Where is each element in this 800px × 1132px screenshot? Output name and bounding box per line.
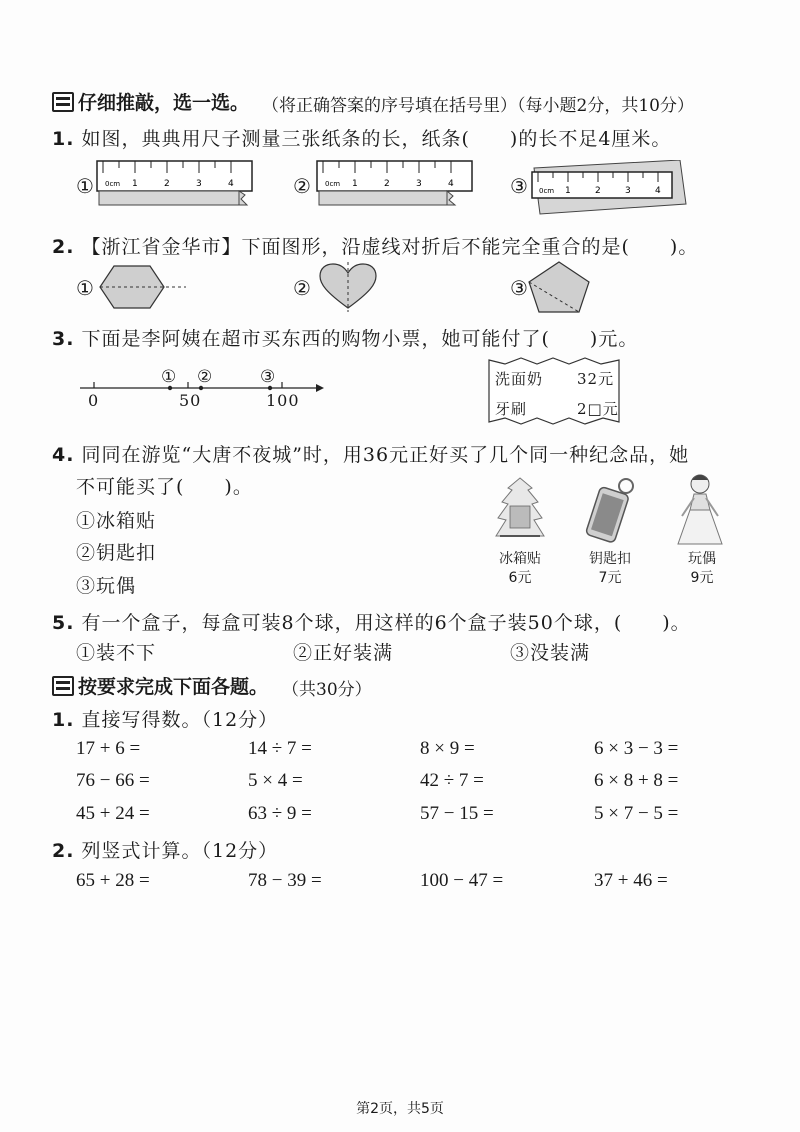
- keychain-image: [578, 476, 640, 548]
- section-icon: [52, 92, 74, 112]
- calc-item: 42 ÷ 7 =: [420, 770, 484, 791]
- s2q1-text: 直接写得数。（12分）: [81, 709, 279, 731]
- q4-text-2: 不可能买了( )。: [76, 476, 253, 498]
- q4-option-1: ①冰箱贴: [76, 510, 157, 532]
- q4-line-1: [52, 440, 689, 467]
- receipt-item-1: 洗面奶: [495, 370, 544, 388]
- receipt-price-2: 2□元: [577, 400, 619, 418]
- vertical-calc-item: 100 − 47 =: [420, 870, 504, 891]
- calc-item: 76 − 66 =: [76, 770, 150, 791]
- calc-item: 6 × 8 + 8 =: [594, 770, 679, 791]
- pentagon-shape: [527, 260, 592, 315]
- section-icon: [52, 676, 74, 696]
- q5-line: [52, 608, 691, 635]
- q5-option-3: ③没装满: [510, 642, 591, 664]
- svg-text:0cm: 0cm: [539, 187, 555, 195]
- section2-note: （共30分）: [282, 680, 372, 700]
- q2-number: 2.: [52, 236, 75, 258]
- s2q2-text: 列竖式计算。（12分）: [81, 840, 279, 862]
- q2-option-3: ③: [510, 276, 529, 300]
- svg-text:0cm: 0cm: [105, 180, 121, 188]
- q1-number: 1.: [52, 128, 75, 150]
- section2-title: 按要求完成下面各题。: [78, 676, 269, 698]
- page-footer: 第2页，共5页: [356, 1101, 444, 1117]
- s2q2-number: 2.: [52, 840, 75, 862]
- product-name-1: 冰箱贴: [499, 551, 541, 567]
- receipt-item-2: 牙刷: [495, 400, 528, 418]
- q1-option-3: ③: [510, 174, 529, 198]
- svg-text:3: 3: [196, 179, 202, 189]
- q4-number: 4.: [52, 444, 75, 466]
- svg-text:1: 1: [352, 179, 358, 189]
- q5-option-2: ②正好装满: [293, 642, 394, 664]
- product-price-2: 7元: [598, 570, 622, 586]
- svg-text:2: 2: [384, 179, 390, 189]
- svg-text:2: 2: [164, 179, 170, 189]
- ruler-figure-2: [315, 155, 485, 215]
- product-price-1: 6元: [508, 570, 532, 586]
- doll-image: [672, 470, 728, 548]
- svg-text:0cm: 0cm: [325, 180, 341, 188]
- s2q1-number: 1.: [52, 709, 75, 731]
- numberline-label-100: 100: [266, 391, 300, 410]
- vertical-calc-item: 65 + 28 =: [76, 870, 150, 891]
- q3-number: 3.: [52, 328, 75, 350]
- q1-line: [52, 124, 671, 151]
- svg-text:1: 1: [565, 186, 571, 196]
- receipt-price-1: 32元: [577, 370, 615, 388]
- calc-item: 5 × 4 =: [248, 770, 303, 791]
- q2-line: [52, 232, 698, 259]
- q2-option-2: ②: [293, 276, 312, 300]
- numberline-mark-3: ③: [260, 367, 277, 387]
- calc-item: 45 + 24 =: [76, 803, 150, 824]
- q1-option-1: ①: [76, 174, 95, 198]
- hexagon-shape: [98, 262, 188, 312]
- calc-item: 14 ÷ 7 =: [248, 738, 312, 759]
- product-name-2: 钥匙扣: [589, 551, 631, 567]
- calc-item: 5 × 7 − 5 =: [594, 803, 679, 824]
- q5-number: 5.: [52, 612, 75, 634]
- numberline-label-0: 0: [88, 391, 100, 410]
- q2-text: 【浙江省金华市】下面图形，沿虚线对折后不能完全重合的是( )。: [81, 236, 699, 258]
- svg-text:4: 4: [448, 179, 454, 189]
- q3-text: 下面是李阿姨在超市买东西的购物小票，她可能付了( )元。: [81, 328, 639, 350]
- heart-shape: [318, 262, 378, 312]
- q2-option-1: ①: [76, 276, 95, 300]
- q4-option-2: ②钥匙扣: [76, 542, 157, 564]
- q1-option-2: ②: [293, 174, 312, 198]
- calc-item: 57 − 15 =: [420, 803, 494, 824]
- product-price-3: 9元: [690, 570, 714, 586]
- fridge-magnet-image: [492, 476, 548, 546]
- vertical-calc-item: 37 + 46 =: [594, 870, 668, 891]
- ruler-figure-1: [95, 155, 265, 215]
- numberline-mark-2: ②: [197, 367, 214, 387]
- svg-text:3: 3: [416, 179, 422, 189]
- numberline-label-50: 50: [179, 391, 202, 410]
- calc-item: 63 ÷ 9 =: [248, 803, 312, 824]
- q5-text: 有一个盒子，每盒可装8个球，用这样的6个盒子装50个球，( )。: [81, 612, 691, 634]
- svg-text:1: 1: [132, 179, 138, 189]
- numberline-mark-1: ①: [161, 367, 178, 387]
- ruler-figure-3: [530, 160, 690, 220]
- s2q1-line: [52, 705, 278, 732]
- s2q2-line: [52, 836, 278, 863]
- svg-text:4: 4: [228, 179, 234, 189]
- q4-option-3: ③玩偶: [76, 575, 137, 597]
- vertical-calc-item: 78 − 39 =: [248, 870, 322, 891]
- svg-text:2: 2: [595, 186, 601, 196]
- section1-note: （将正确答案的序号填在括号里）（每小题2分，共10分）: [262, 96, 694, 116]
- q1-text: 如图，典典用尺子测量三张纸条的长，纸条( )的长不足4厘米。: [81, 128, 672, 150]
- calc-item: 6 × 3 − 3 =: [594, 738, 679, 759]
- calc-item: 17 + 6 =: [76, 738, 141, 759]
- q3-line: [52, 324, 638, 351]
- svg-text:3: 3: [625, 186, 631, 196]
- q5-option-1: ①装不下: [76, 642, 157, 664]
- svg-text:4: 4: [655, 186, 661, 196]
- section1-title: 仔细推敲，选一选。: [78, 92, 250, 114]
- calc-item: 8 × 9 =: [420, 738, 475, 759]
- product-name-3: 玩偶: [688, 551, 716, 567]
- q4-text-1: 同同在游览“大唐不夜城”时，用36元正好买了几个同一种纪念品，她: [81, 444, 690, 466]
